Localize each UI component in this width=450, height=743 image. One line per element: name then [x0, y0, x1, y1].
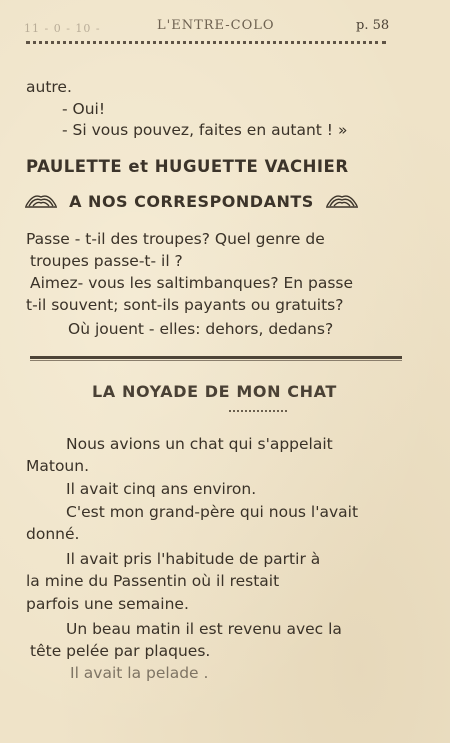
story-line: Nous avions un chat qui s'appelait: [66, 435, 333, 453]
question-line: Passe - t-il des troupes? Quel genre de: [26, 230, 325, 248]
story-line: donné.: [26, 525, 80, 543]
story-line: parfois une semaine.: [26, 595, 189, 613]
journal-title: L'ENTRE-COLO: [157, 18, 275, 33]
section-divider-thin: [30, 360, 402, 361]
story-line: Il avait cinq ans environ.: [66, 480, 257, 498]
shell-ornament-icon: [325, 191, 359, 213]
section-divider: [30, 356, 402, 359]
question-line: Où jouent - elles: dehors, dedans?: [68, 320, 334, 338]
header-dotted-rule: [26, 41, 386, 44]
story-line: C'est mon grand-père qui nous l'avait: [66, 503, 359, 521]
story-line: Matoun.: [26, 457, 90, 475]
story-title: LA NOYADE DE MON CHAT: [92, 382, 337, 401]
story-line: la mine du Passentin où il restait: [26, 572, 280, 590]
correspondents-heading-row: [24, 191, 359, 213]
title-dotted-underline: [229, 410, 287, 412]
page-number: p. 58: [356, 18, 390, 33]
story-line: Il avait pris l'habitude de partir à: [66, 550, 321, 568]
author-signature: PAULETTE et HUGUETTE VACHIER: [26, 157, 349, 176]
story-line: tête pelée par plaques.: [30, 642, 211, 660]
shell-ornament-icon: [24, 191, 58, 213]
header-faint-text: 11 - 0 - 10 -: [24, 22, 101, 35]
dialogue-line: - Oui!: [62, 100, 106, 118]
story-line: Un beau matin il est revenu avec la: [66, 620, 342, 638]
story-line: Il avait la pelade .: [70, 664, 209, 682]
dialogue-line: - Si vous pouvez, faites en autant ! »: [62, 121, 348, 139]
question-line: troupes passe-t- il ?: [30, 252, 183, 270]
question-line: Aimez- vous les saltimbanques? En passe: [30, 274, 354, 292]
correspondents-heading: A NOS CORRESPONDANTS: [69, 191, 314, 211]
question-line: t-il souvent; sont-ils payants ou gratuits?: [26, 296, 344, 314]
dialogue-line: autre.: [26, 78, 72, 96]
